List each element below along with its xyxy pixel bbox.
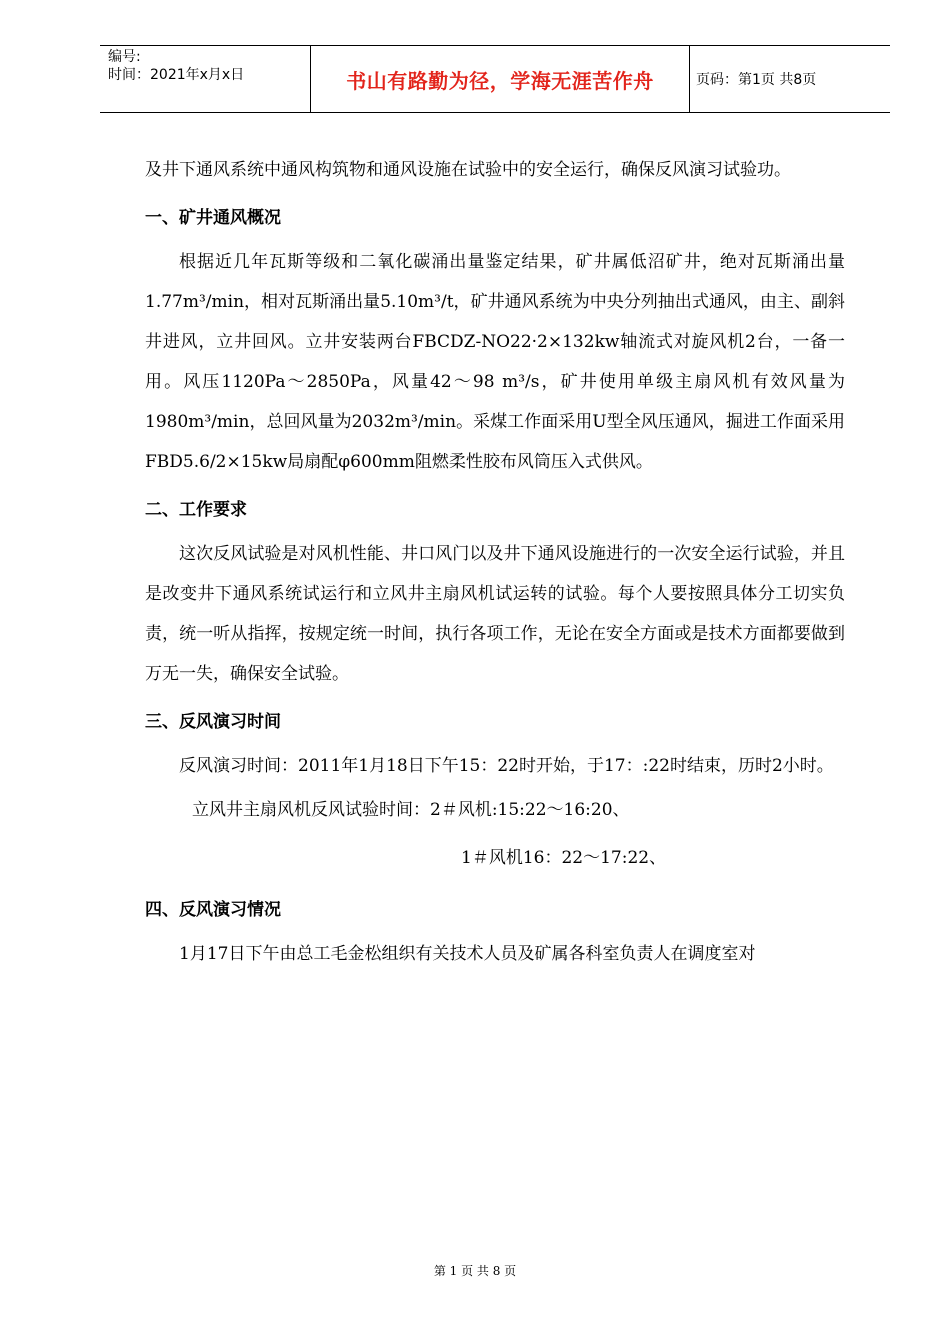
header-meta	[100, 46, 311, 112]
document-time-label: 时间：2021年x月x日	[108, 67, 245, 83]
section-3-paragraph: 反风演习时间：2011年1月18日下午15：22时开始，于17：:22时结束，历时2小时。	[179, 756, 834, 776]
page-footer: 第 1 页 共 8 页	[433, 1264, 517, 1278]
document-header	[100, 45, 890, 113]
header-motto: 书山有路勤为径，学海无涯苦作舟	[311, 46, 690, 112]
section-1-heading: 一、矿井通风概况	[145, 208, 281, 228]
section-2-heading: 二、工作要求	[145, 500, 247, 520]
header-page-info: 页码：第1页 共8页	[696, 72, 817, 88]
section-3-heading: 三、反风演习时间	[145, 712, 281, 732]
document-body	[145, 150, 845, 974]
section-1-paragraph: 根据近几年瓦斯等级和二氧化碳涌出量鉴定结果，矿井属低沼矿井，绝对瓦斯涌出量1.77m³/min，相对瓦斯涌出量5.10m³/t，矿井通风系统为中央分列抽出式通风，由主、副斜井进风，立井回风。立井安装两台FBCDZ-NO22·2×132kw轴流式对旋风机2台，一备一用。风压1120Pa～2850Pa，风量42～98 m³/s，矿井使用单级主扇风机有效风量为1980m³/min，总回风量为2032m³/min。采煤工作面采用U型全风压通风，掘进工作面采用FBD5.6/2×15kw局扇配φ600mm阻燃柔性胶布风筒压入式供风。	[145, 252, 845, 472]
section-4-heading: 四、反风演习情况	[145, 900, 281, 920]
section-2-paragraph: 这次反风试验是对风机性能、井口风门以及井下通风设施进行的一次安全运行试验，并且是改变井下通风系统试运行和立风井主扇风机试运转的试验。每个人要按照具体分工切实负责，统一听从指挥，按规定统一时间，执行各项工作，无论在安全方面或是技术方面都要做到万无一失，确保安全试验。	[145, 544, 845, 684]
section-3-time-line-1: 立风井主扇风机反风试验时间：2＃风机:15:22～16:20、	[192, 800, 630, 820]
section-4-paragraph: 1月17日下午由总工毛金松组织有关技术人员及矿属各科室负责人在调度室对	[179, 944, 756, 964]
intro-paragraph: 及井下通风系统中通风构筑物和通风设施在试验中的安全运行，确保反风演习试验功。	[145, 160, 791, 180]
section-3-time-line-2: 1＃风机16：22～17:22、	[461, 848, 667, 868]
document-number-label: 编号:	[108, 49, 141, 65]
